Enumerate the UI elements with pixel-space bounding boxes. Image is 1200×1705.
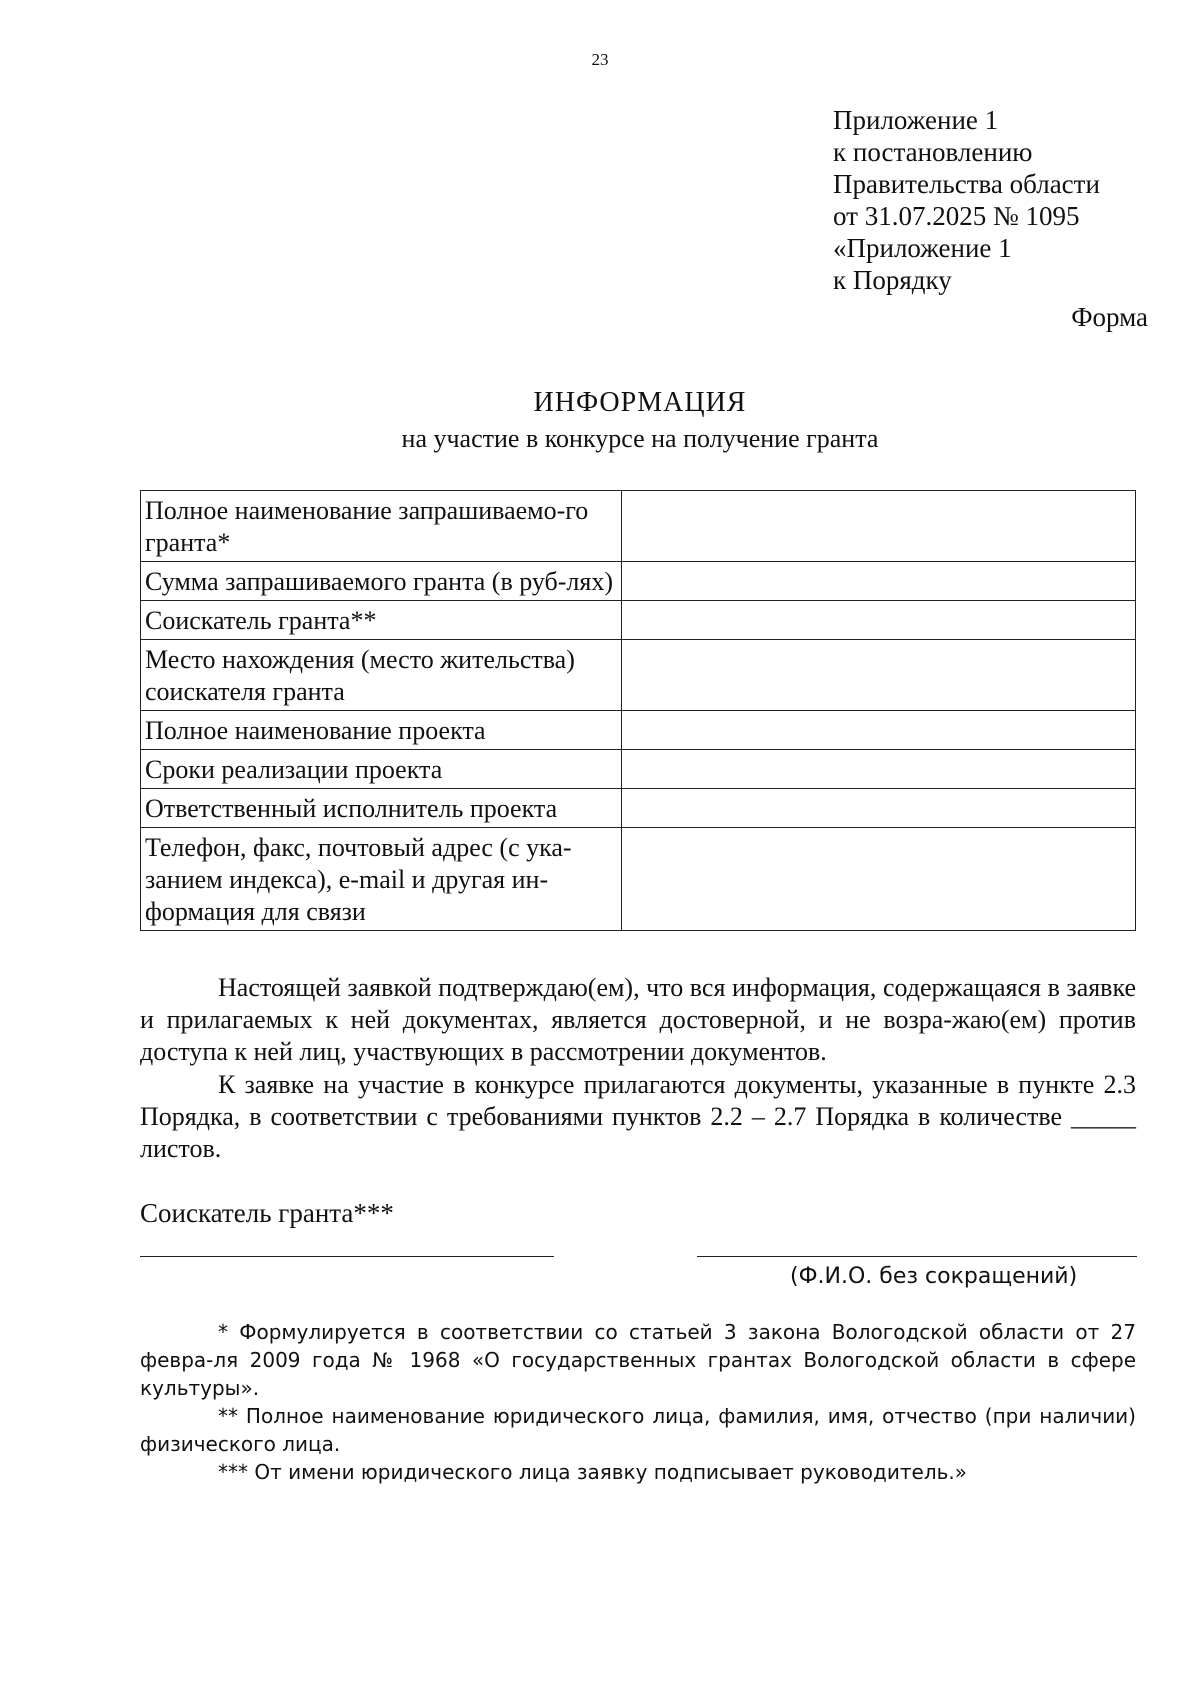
row-value: [622, 711, 1136, 750]
appendix-block: [833, 104, 1100, 296]
table-row: [141, 789, 1136, 828]
row-value: [622, 491, 1136, 562]
appendix-line: к постановлению: [833, 137, 1033, 167]
table-row: [141, 828, 1136, 931]
appendix-line: Правительства области: [833, 169, 1100, 199]
footnote: *** От имени юридического лица заявку подписывает руководитель.»: [218, 1460, 967, 1484]
footnote: * Формулируется в соответствии со статьей 3 закона Вологодской области от 27 февра-ля 2009 года № 1968 «О государственных грантах Вологодской области в сфере культуры».: [140, 1320, 1136, 1400]
signer-label: Соискатель гранта***: [140, 1198, 394, 1228]
footnotes: [140, 1318, 1136, 1486]
table-row: [141, 750, 1136, 789]
row-value: [622, 562, 1136, 601]
page-number: 23: [591, 50, 609, 69]
signature-line: [140, 1256, 554, 1257]
appendix-line: Приложение 1: [833, 105, 999, 135]
row-label: Сроки реализации проекта: [141, 750, 622, 789]
row-label: Телефон, факс, почтовый адрес (с ука-занием индекса), e-mail и другая ин-формация для связи: [141, 828, 622, 931]
information-table: [140, 490, 1136, 931]
confirmation-paragraph: Настоящей заявкой подтверждаю(ем), что вся информация, содержащаяся в заявке и прилагаемых к ней документах, является достоверной, и не возра-жаю(ем) против доступа к ней лиц, участвующих в рассмотрении документов.: [140, 973, 1136, 1066]
name-caption: (Ф.И.О. без сокращений): [790, 1264, 1078, 1289]
table-row: [141, 562, 1136, 601]
row-value: [622, 750, 1136, 789]
row-label: Место нахождения (место жительства) соискателя гранта: [141, 640, 622, 711]
name-line: [697, 1256, 1137, 1257]
document-title: ИНФОРМАЦИЯ: [533, 387, 747, 418]
appendix-line: от 31.07.2025 № 1095: [833, 201, 1080, 231]
row-label: Сумма запрашиваемого гранта (в руб-лях): [141, 562, 622, 601]
row-label: Полное наименование проекта: [141, 711, 622, 750]
table-row: [141, 601, 1136, 640]
row-label: Соискатель гранта**: [141, 601, 622, 640]
row-label: Полное наименование запрашиваемо-го гранта*: [141, 491, 622, 562]
appendix-line: к Порядку: [833, 265, 952, 295]
attachments-paragraph: К заявке на участие в конкурсе прилагаются документы, указанные в пункте 2.3 Порядка, в соответствии с требованиями пунктов 2.2 – 2.7 Порядка в количестве _____ листов.: [140, 1070, 1136, 1163]
table-row: [141, 640, 1136, 711]
form-label: Форма: [1071, 302, 1148, 332]
table-row: [141, 491, 1136, 562]
row-label: Ответственный исполнитель проекта: [141, 789, 622, 828]
table-row: [141, 711, 1136, 750]
appendix-line: «Приложение 1: [833, 233, 1012, 263]
row-value: [622, 640, 1136, 711]
row-value: [622, 789, 1136, 828]
row-value: [622, 601, 1136, 640]
row-value: [622, 828, 1136, 931]
document-subtitle: на участие в конкурсе на получение гранта: [401, 424, 879, 453]
footnote: ** Полное наименование юридического лица, фамилия, имя, отчество (при наличии) физического лица.: [140, 1404, 1136, 1456]
